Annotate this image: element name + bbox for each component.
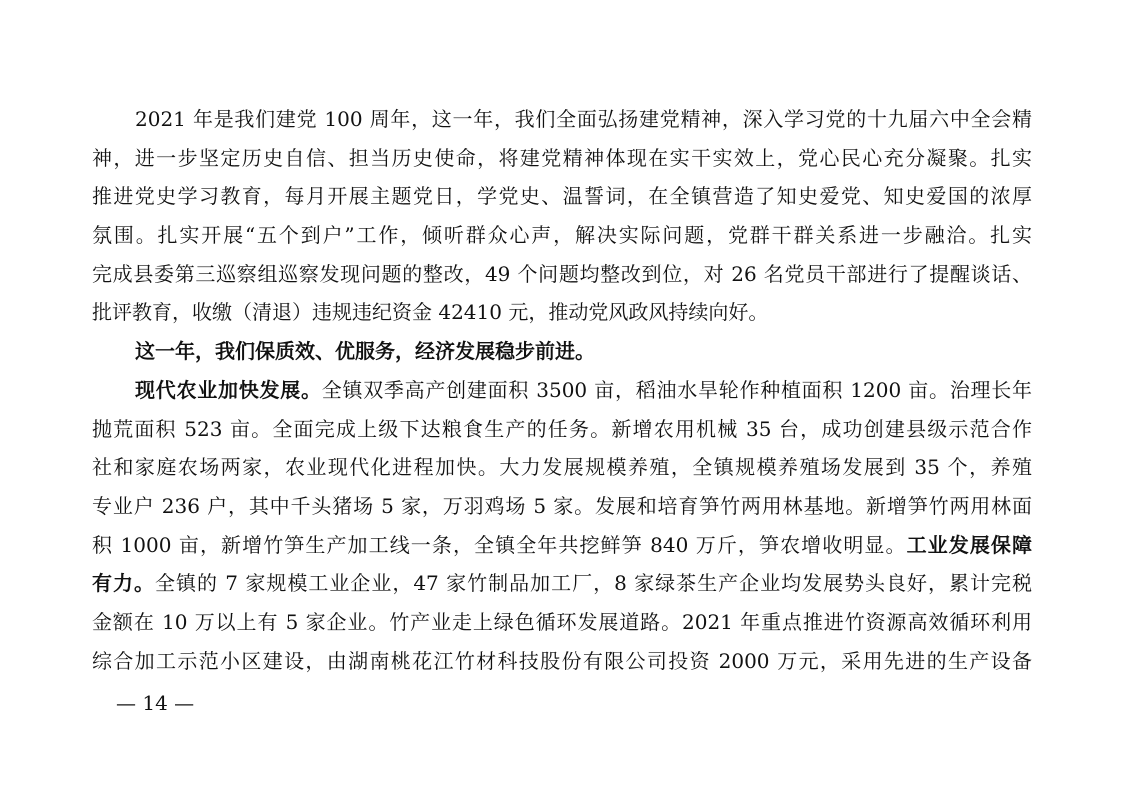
paragraph-line xyxy=(92,410,1032,449)
line-text: 社和家庭农场两家，农业现代化进程加快。大力发展规模养殖，全镇规模养殖场发展到 35 个，养殖 xyxy=(92,455,1032,480)
paragraph-line xyxy=(92,293,1032,332)
line-text: 积 1000 亩，新增竹笋生产加工线一条，全镇全年共挖鲜笋 840 万斤，笋农增收明显。 xyxy=(92,532,907,557)
document-body xyxy=(92,100,1032,680)
paragraph-line xyxy=(92,564,1032,603)
paragraph-line xyxy=(92,177,1032,216)
line-text: 氛围。扎实开展“五个到户”工作，倾听群众心声，解决实际问题，党群干群关系进一步融洽。扎实 xyxy=(92,223,1032,248)
heading-text: 这一年，我们保质效、优服务，经济发展稳步前进。 xyxy=(135,339,595,364)
line-text: 抛荒面积 523 亩。全面完成上级下达粮食生产的任务。新增农用机械 35 台，成功创建县级示范合作 xyxy=(92,416,1032,441)
bold-lead-text: 有力。 xyxy=(92,571,155,596)
paragraph-line xyxy=(92,526,1032,565)
bold-lead-text: 工业发展保障 xyxy=(906,532,1032,557)
line-text: 神，进一步坚定历史自信、担当历史使命，将建党精神体现在实干实效上，党心民心充分凝聚。扎实 xyxy=(92,145,1032,170)
section-heading xyxy=(92,332,1032,371)
line-text: 批评教育，收缴（清退）违规违纪资金 42410 元，推动党风政风持续向好。 xyxy=(92,300,769,325)
paragraph-line xyxy=(92,100,1032,139)
line-text: 全镇双季高产创建面积 3500 亩，稻油水旱轮作种植面积 1200 亩。治理长年 xyxy=(321,377,1032,402)
bold-lead-text: 现代农业加快发展。 xyxy=(135,377,322,402)
line-text: 2021 年是我们建党 100 周年，这一年，我们全面弘扬建党精神，深入学习党的十九届六中全会精 xyxy=(135,107,1032,131)
paragraph-line xyxy=(92,216,1032,255)
line-text: 综合加工示范小区建设，由湖南桃花江竹材科技股份有限公司投资 2000 万元，采用先进的生产设备 xyxy=(92,648,1032,673)
paragraph-line xyxy=(92,255,1032,294)
line-text: 完成县委第三巡察组巡察发现问题的整改，49 个问题均整改到位，对 26 名党员干部进行了提醒谈话、 xyxy=(92,261,1032,286)
line-text: 专业户 236 户，其中千头猪场 5 家，万羽鸡场 5 家。发展和培育笋竹两用林基地。新增笋竹两用林面 xyxy=(92,493,1032,518)
line-text: 推进党史学习教育，每月开展主题党日，学党史、温誓词，在全镇营造了知史爱党、知史爱国的浓厚 xyxy=(92,184,1032,209)
paragraph-line xyxy=(92,139,1032,178)
page-number: — 14 — xyxy=(116,691,195,715)
paragraph-line xyxy=(92,448,1032,487)
paragraph-line xyxy=(92,371,1032,410)
paragraph-line xyxy=(92,642,1032,681)
paragraph-line xyxy=(92,487,1032,526)
line-text: 金额在 10 万以上有 5 家企业。竹产业走上绿色循环发展道路。2021 年重点推进竹资源高效循环利用 xyxy=(92,609,1032,634)
line-text: 全镇的 7 家规模工业企业，47 家竹制品加工厂，8 家绿茶生产企业均发展势头良好，累计完税 xyxy=(154,571,1033,596)
paragraph-line xyxy=(92,603,1032,642)
